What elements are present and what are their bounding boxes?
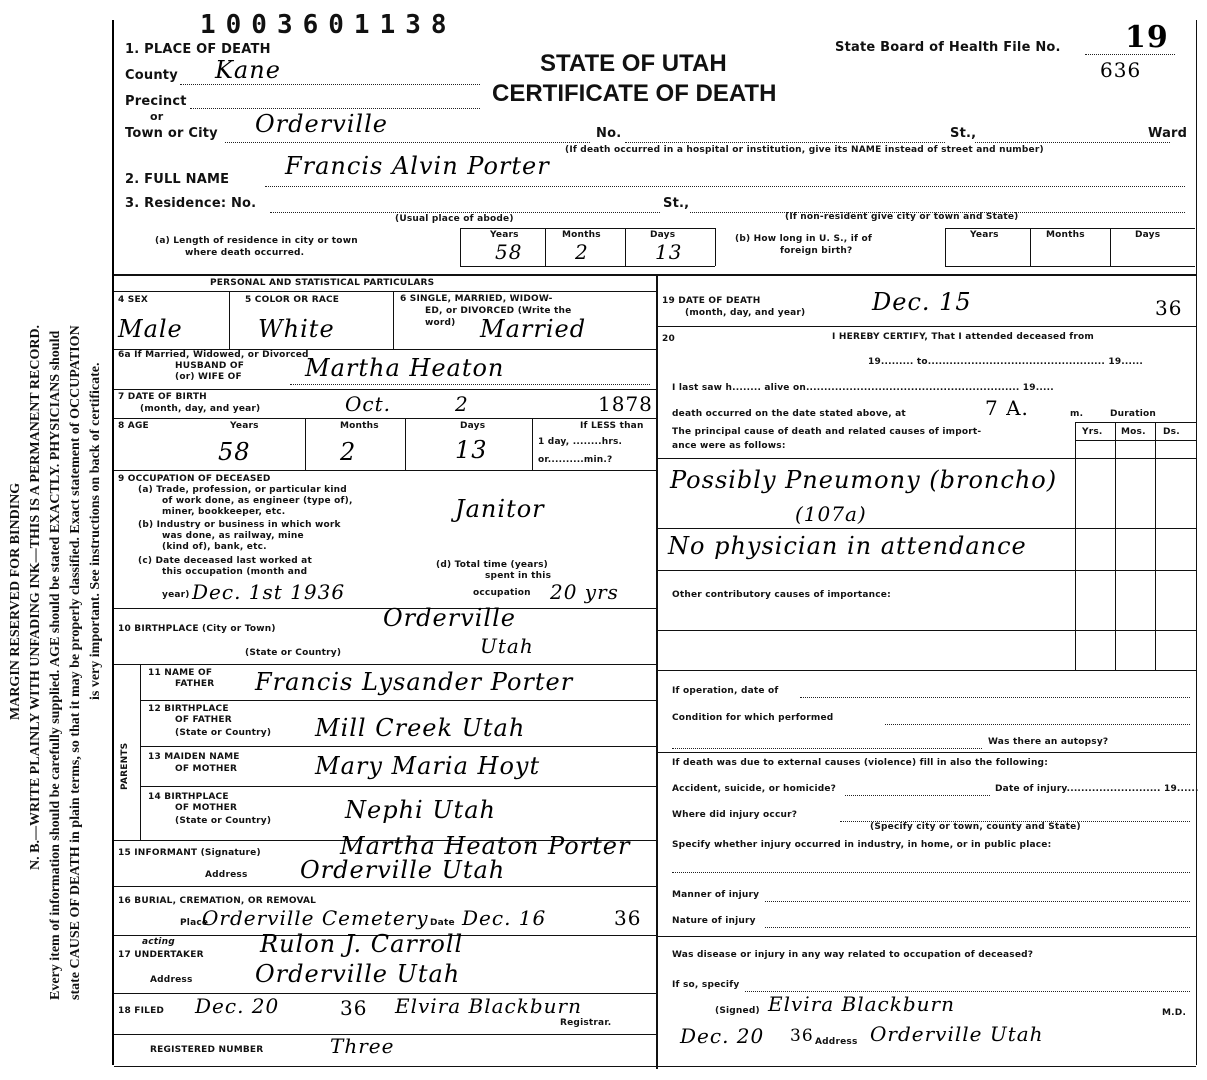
us-days-head: Days <box>1135 230 1161 240</box>
signed-label: (Signed) <box>715 1006 760 1016</box>
full-name-value: Francis Alvin Porter <box>285 152 550 180</box>
county-label: County <box>125 68 178 83</box>
usual-abode-note: (Usual place of abode) <box>395 214 514 224</box>
age-days-value: 13 <box>455 436 488 464</box>
informant-label: 15 INFORMANT (Signature) <box>118 848 261 858</box>
father-value: Francis Lysander Porter <box>255 668 574 696</box>
bp-mother-b: OF MOTHER <box>175 803 238 813</box>
birthplace-city-value: Orderville <box>383 604 516 632</box>
occupation-label-e: (b) Industry or business in which work <box>138 520 341 530</box>
res-years-head: Years <box>490 230 519 240</box>
how-long-label-a: (b) How long in U. S., if of <box>735 234 872 244</box>
disease-occ-label: Was disease or injury in any way related to occupation of deceased? <box>672 950 1034 960</box>
res-days-value: 13 <box>655 240 683 264</box>
signed-address-value: Orderville Utah <box>870 1022 1044 1046</box>
occupation-label-j: year) <box>162 590 190 600</box>
accident-label: Accident, suicide, or homicide? <box>672 784 837 794</box>
registered-number-label: REGISTERED NUMBER <box>150 1045 264 1055</box>
mother-bp-value: Nephi Utah <box>345 796 496 824</box>
total-time-c: occupation <box>473 588 531 598</box>
age-months-value: 2 <box>340 438 357 466</box>
registered-number-value: Three <box>330 1034 395 1058</box>
if-less-b: 1 day, ........hrs. <box>538 437 623 447</box>
certify-dates: 19......... to................................................. 19...... <box>868 357 1144 367</box>
registrar-value: Elvira Blackburn <box>395 994 582 1018</box>
occupation-label-f: was done, as railway, mine <box>162 531 304 541</box>
file-sub-no: 636 <box>1100 58 1142 82</box>
or-label: or <box>150 110 164 123</box>
occupation-label-b: (a) Trade, profession, or particular kind <box>138 485 347 495</box>
res-years-value: 58 <box>495 240 523 264</box>
ds-head: Ds. <box>1163 427 1180 437</box>
if-less-c: or..........min.? <box>538 455 613 465</box>
cert-20-label: 20 <box>662 334 675 344</box>
spouse-label-a: 6a If Married, Widowed, or Divorced <box>118 350 309 360</box>
age-months-head: Months <box>340 421 379 431</box>
no-label: No. <box>596 126 622 141</box>
hospital-note: (If death occurred in a hospital or institution, give its NAME instead of street and number) <box>565 145 1044 155</box>
certificate-stamp-number: 1003601138 <box>200 10 457 40</box>
county-value: Kane <box>215 56 281 84</box>
burial-label: 16 BURIAL, CREMATION, OR REMOVAL <box>118 896 317 906</box>
signed-date-value: Dec. 20 <box>680 1024 765 1048</box>
marital-label-c: word) <box>425 318 456 328</box>
bp-mother-c: (State or Country) <box>175 816 272 826</box>
how-long-label-b: foreign birth? <box>780 246 853 256</box>
age-label: 8 AGE <box>118 421 149 431</box>
length-res-label-a: (a) Length of residence in city or town <box>155 236 358 246</box>
burial-place-value: Orderville Cemetery <box>202 906 429 930</box>
res-months-head: Months <box>562 230 601 240</box>
burial-date-label: Date <box>430 918 455 928</box>
margin-binding-note: MARGIN RESERVED FOR BINDING <box>8 482 23 720</box>
form-title-state: STATE OF UTAH <box>540 50 727 77</box>
occupation-value: Janitor <box>455 495 545 523</box>
age-years-value: 58 <box>218 438 251 466</box>
burial-place-label: Place <box>180 918 209 928</box>
other-causes-label: Other contributory causes of importance: <box>672 590 891 600</box>
st-label: St., <box>950 126 977 141</box>
res-months-value: 2 <box>575 240 589 264</box>
race-value: White <box>258 315 335 343</box>
if-less-a: If LESS than <box>580 421 644 431</box>
town-label: Town or City <box>125 126 218 141</box>
registrar-label: Registrar. <box>560 1018 612 1028</box>
certify-label: I HEREBY CERTIFY, That I attended deceased from <box>832 332 1095 342</box>
occupation-label-d: miner, bookkeeper, etc. <box>162 507 286 517</box>
principal-label-a: The principal cause of death and related causes of import- <box>672 427 982 437</box>
mother-label-b: OF MOTHER <box>175 764 238 774</box>
margin-instruction-1: Every item of information should be carefully supplied. AGE should be stated EXACTLY. PHYSICIANS should <box>48 330 63 1000</box>
signed-year-value: 36 <box>790 1026 814 1046</box>
filed-label: 18 FILED <box>118 1006 165 1016</box>
personal-header: PERSONAL AND STATISTICAL PARTICULARS <box>210 278 435 288</box>
ward-label: Ward <box>1148 126 1188 141</box>
res-days-head: Days <box>650 230 676 240</box>
mos-head: Mos. <box>1121 427 1146 437</box>
operation-label: If operation, date of <box>672 686 779 696</box>
acting-label: acting <box>142 937 175 947</box>
mother-label-a: 13 MAIDEN NAME <box>148 752 240 762</box>
death-date-value: Dec. 15 <box>872 288 972 316</box>
margin-permanent-record: N. B.—WRITE PLAINLY WITH UNFADING INK—THIS IS A PERMANENT RECORD. <box>28 324 43 870</box>
marital-value: Married <box>480 315 587 343</box>
cause-1b-value: (107a) <box>795 502 867 526</box>
bp-father-a: 12 BIRTHPLACE <box>148 704 229 714</box>
residence-label: 3. Residence: No. <box>125 196 257 211</box>
cause-2-value: No physician in attendance <box>668 532 1027 560</box>
m-label: m. <box>1070 409 1084 419</box>
dob-label-b: (month, day, and year) <box>140 404 261 414</box>
father-label-a: 11 NAME OF <box>148 668 213 678</box>
file-no-value: 19 <box>1125 20 1169 55</box>
specify-city-label: (Specify city or town, county and State) <box>870 822 1081 832</box>
informant-value: Martha Heaton Porter <box>340 832 631 860</box>
length-res-label-b: where death occurred. <box>185 248 305 258</box>
yrs-head: Yrs. <box>1082 427 1103 437</box>
filed-year-value: 36 <box>340 996 368 1020</box>
undertaker-address-value: Orderville Utah <box>255 960 461 988</box>
dob-label-a: 7 DATE OF BIRTH <box>118 392 207 402</box>
age-days-head: Days <box>460 421 486 431</box>
burial-year-value: 36 <box>614 906 642 930</box>
father-bp-value: Mill Creek Utah <box>315 714 526 742</box>
us-months-head: Months <box>1046 230 1085 240</box>
undertaker-label: 17 UNDERTAKER <box>118 950 204 960</box>
file-no-label: State Board of Health File No. <box>835 40 1061 55</box>
death-year-value: 36 <box>1155 296 1183 320</box>
marital-label-b: ED, or DIVORCED (Write the <box>425 306 572 316</box>
cause-1-value: Possibly Pneumony (broncho) <box>670 466 1058 494</box>
autopsy-label: Was there an autopsy? <box>988 737 1109 747</box>
informant-address-value: Orderville Utah <box>300 856 506 884</box>
date-of-death-label-a: 19 DATE OF DEATH <box>662 296 761 306</box>
informant-address-label: Address <box>205 870 248 880</box>
specify-industry-label: Specify whether injury occurred in industry, in home, or in public place: <box>672 840 1052 850</box>
spouse-label-b: HUSBAND OF <box>175 361 245 371</box>
place-of-death-label: 1. PLACE OF DEATH <box>125 42 271 57</box>
death-occurred-label: death occurred on the date stated above, at <box>672 409 906 419</box>
if-so-label: If so, specify <box>672 980 740 990</box>
form-right-border <box>1196 20 1197 1065</box>
dob-day-value: 2 <box>455 392 469 416</box>
total-time-value: 20 yrs <box>550 580 619 604</box>
dob-year-value: 1878 <box>598 392 653 416</box>
birthplace-label: 10 BIRTHPLACE (City or Town) <box>118 624 276 634</box>
md-label: M.D. <box>1162 1008 1187 1018</box>
nonresident-note: (If non-resident give city or town and State) <box>785 212 1019 222</box>
occupation-label-h: (c) Date deceased last worked at <box>138 556 312 566</box>
occupation-label-c: of work done, as engineer (type of), <box>162 496 353 506</box>
occupation-label-i: this occupation (month and <box>162 567 308 577</box>
burial-date-value: Dec. 16 <box>462 906 547 930</box>
precinct-label: Precinct <box>125 94 187 109</box>
principal-label-b: ance were as follows: <box>672 441 786 451</box>
margin-instruction-3: is very important. See instructions on back of certificate. <box>88 362 103 700</box>
external-label: If death was due to external causes (violence) fill in also the following: <box>672 758 1048 768</box>
father-label-b: FATHER <box>175 679 215 689</box>
death-time-value: 7 A. <box>985 396 1029 420</box>
birthplace-state-value: Utah <box>480 634 534 658</box>
filed-date-value: Dec. 20 <box>195 994 280 1018</box>
undertaker-value: Rulon J. Carroll <box>260 930 464 958</box>
duration-label: Duration <box>1110 409 1156 419</box>
sex-label: 4 SEX <box>118 295 148 305</box>
last-worked-value: Dec. 1st 1936 <box>192 580 346 604</box>
signed-address-label: Address <box>815 1037 858 1047</box>
form-left-border <box>112 20 114 1065</box>
date-of-death-label-b: (month, day, and year) <box>685 308 806 318</box>
condition-label: Condition for which performed <box>672 713 834 723</box>
town-value: Orderville <box>255 110 388 138</box>
occupation-label-g: (kind of), bank, etc. <box>162 542 267 552</box>
spouse-label-c: (or) WIFE OF <box>175 372 242 382</box>
undertaker-address-label: Address <box>150 975 193 985</box>
bp-mother-a: 14 BIRTHPLACE <box>148 792 229 802</box>
date-injury-label: Date of injury.......................... 19...... <box>995 784 1199 794</box>
last-saw-label: I last saw h........ alive on........................................................... 19..... <box>672 383 1054 393</box>
total-time-b: spent in this <box>485 571 552 581</box>
form-title-certificate: CERTIFICATE OF DEATH <box>492 80 777 107</box>
marital-label-a: 6 SINGLE, MARRIED, WIDOW- <box>400 294 553 304</box>
bp-father-c: (State or Country) <box>175 728 272 738</box>
full-name-label: 2. FULL NAME <box>125 172 230 187</box>
age-years-head: Years <box>230 421 259 431</box>
residence-st-label: St., <box>663 196 690 211</box>
birthplace-state-label: (State or Country) <box>245 648 342 658</box>
signed-by-value: Elvira Blackburn <box>768 992 955 1016</box>
margin-instruction-2: state CAUSE OF DEATH in plain terms, so that it may be properly classified. Exact statement of OCCUPATION <box>68 325 83 1000</box>
total-time-a: (d) Total time (years) <box>436 560 548 570</box>
color-label: 5 COLOR OR RACE <box>245 295 340 305</box>
parents-vertical-label: PARENTS <box>120 742 130 790</box>
mother-value: Mary Maria Hoyt <box>315 752 541 780</box>
manner-label: Manner of injury <box>672 890 760 900</box>
sex-value: Male <box>118 315 183 343</box>
spouse-value: Martha Heaton <box>305 354 505 382</box>
us-years-head: Years <box>970 230 999 240</box>
nature-label: Nature of injury <box>672 916 756 926</box>
bp-father-b: OF FATHER <box>175 715 232 725</box>
occupation-label-a: 9 OCCUPATION OF DECEASED <box>118 474 271 484</box>
dob-month-value: Oct. <box>345 392 391 416</box>
where-injury-label: Where did injury occur? <box>672 810 798 820</box>
